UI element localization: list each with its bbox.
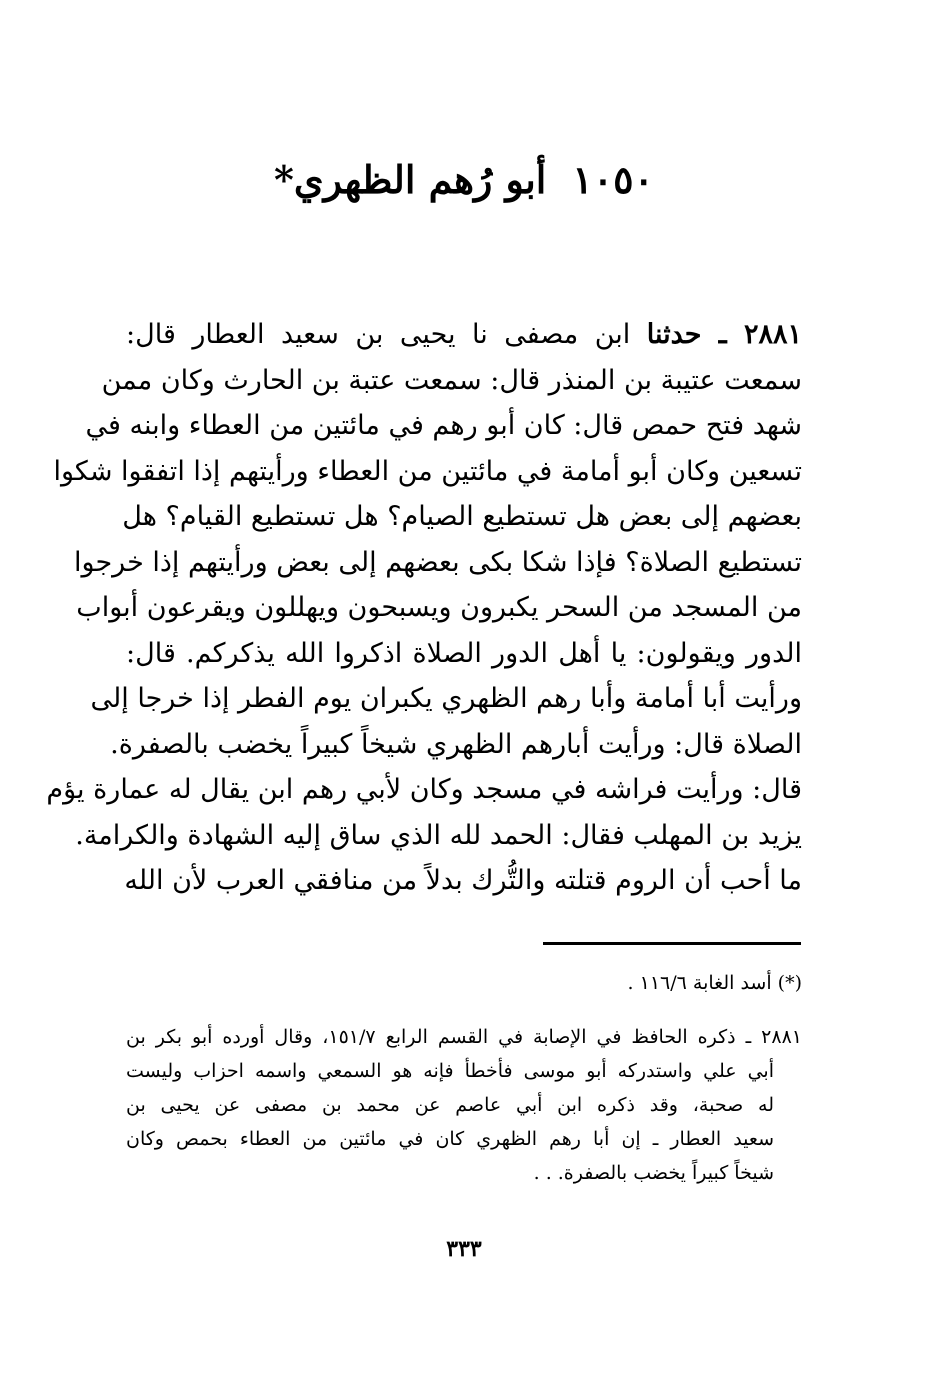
text-line: سمعت عتيبة بن المنذر قال: سمعت عتبة بن الحارث وكان ممن: [101, 364, 802, 396]
text-line: الدور ويقولون: يا أهل الدور الصلاة اذكروا الله يذكركم. قال:: [126, 637, 802, 669]
text-line: الصلاة قال: ورأيت أبارهم الظهري شيخاً كبيراً يخضب بالصفرة.: [110, 728, 802, 760]
chapter-heading: [0, 150, 928, 210]
footnote-line: سعيد العطار ـ إن أبا رهم الظهري كان في مائتين من العطاء بحمص وكان: [126, 1128, 774, 1150]
text-line: يزيد بن المهلب فقال: الحمد لله الذي ساق إليه الشهادة والكرامة.: [75, 819, 802, 851]
text-line: ٢٨٨١ ـ حدثنا ابن مصفى نا يحيى بن سعيد العطار قال:: [126, 319, 802, 350]
footnote-line: أبي علي واستدركه أبو موسى فأخطأ فإنه هو السمعي واسمه احزاب وليست: [126, 1060, 774, 1082]
text-line: قال: ورأيت فراشه في مسجد وكان لأبي رهم ابن يقال له عمارة يؤم: [46, 774, 802, 805]
hadith-number-lead: ٢٨٨١ ـ حدثنا: [646, 319, 802, 350]
footnote-line: له صحبة، وقد ذكره ابن أبي عاصم عن محمد بن مصفى عن يحيى بن: [126, 1094, 774, 1116]
text-line: ورأيت أبا أمامة وأبا رهم الظهري يكبران يوم الفطر إذا خرجا إلى: [90, 683, 802, 714]
chapter-number: ١٠٥٠: [572, 157, 654, 202]
footnote-line: ٢٨٨١ ـ ذكره الحافظ في الإصابة في القسم الرابع ١٥١/٧، وقال أورده أبو بكر بن: [126, 1026, 802, 1048]
chapter-title: أبو رُهم الظهري*: [274, 157, 547, 202]
text-line: بعضهم إلى بعض هل تستطيع الصيام؟ هل تستطيع القيام؟ هل: [122, 501, 802, 532]
text-line: من المسجد من السحر يكبرون ويسبحون ويهللون ويقرعون أبواب: [76, 592, 802, 623]
footnote-source: (*) أسد الغابة ١١٦/٦ .: [627, 972, 802, 994]
hadith-text: [46, 312, 802, 904]
footnote-line: شيخاً كبيراً يخضب بالصفرة. . .: [533, 1162, 774, 1184]
footnote-entry: [126, 1020, 802, 1190]
page-number: ٣٣٣: [446, 1236, 482, 1262]
text-line: شهد فتح حمص قال: كان أبو رهم في مائتين من العطاء وابنه في: [85, 410, 802, 441]
footnote-divider: [543, 942, 801, 945]
text-line: تستطيع الصلاة؟ فإذا شكا بكى بعضهم إلى بعض ورأيتهم إذا خرجوا: [74, 546, 802, 578]
text-line: ما أحب أن الروم قتلته والتُّرك بدلاً من منافقي العرب لأن الله: [124, 865, 802, 896]
text-line: تسعين وكان أبو أمامة في مائتين من العطاء ورأيتهم إذا اتفقوا شكوا: [53, 455, 802, 487]
